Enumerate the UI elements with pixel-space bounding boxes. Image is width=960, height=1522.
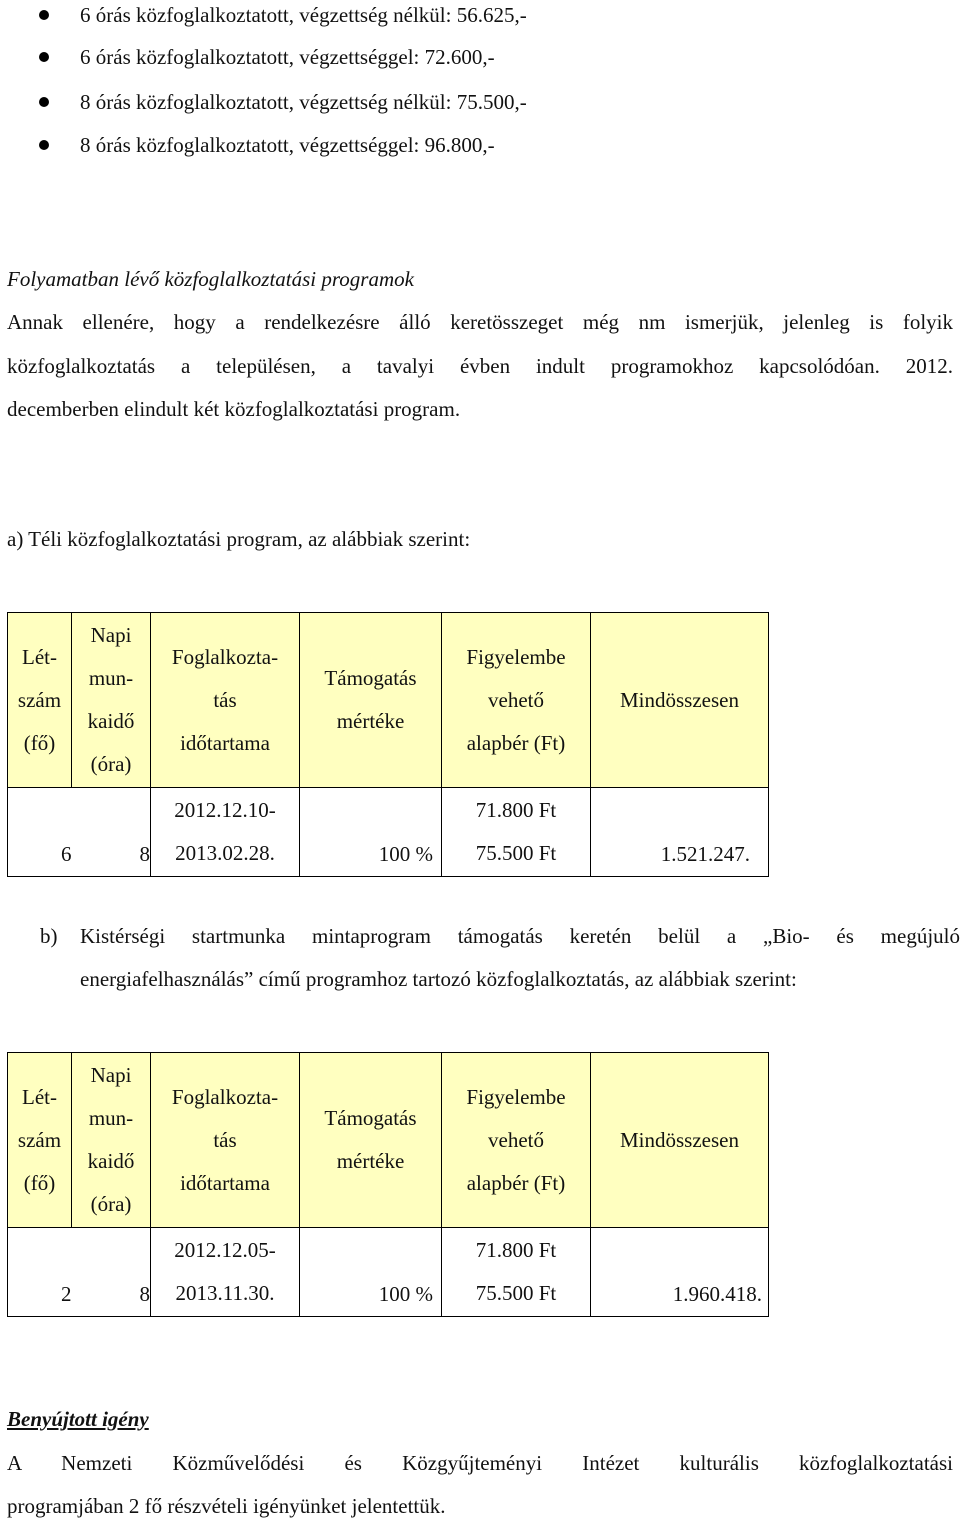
program-b-line: energiafelhasználás” című programhoz tartozó közfoglalkoztatás, az alábbiak szerint: xyxy=(80,967,797,991)
header-base-wage: Figyelembe vehető alapbér (Ft) xyxy=(442,1053,591,1228)
intro-line: közfoglalkoztatás a településen, a tavalyi évben indult programokhoz kapcsolódóan. 2012. xyxy=(7,354,953,378)
header-headcount: Lét- szám (fő) xyxy=(8,613,72,788)
bullet-icon xyxy=(39,52,49,62)
bullet-icon xyxy=(39,140,49,150)
header-duration: Foglalkozta- tás időtartama xyxy=(151,1053,300,1228)
table-row xyxy=(8,788,769,877)
header-base-wage: Figyelembe vehető alapbér (Ft) xyxy=(442,613,591,788)
header-daily-hours: Napi mun- kaidő (óra) xyxy=(72,1053,151,1228)
bullet-text: 8 órás közfoglalkoztatott, végzettség nélkül: 75.500,- xyxy=(80,90,527,114)
cell-base-wage: 71.800 Ft 75.500 Ft xyxy=(442,1228,591,1317)
header-headcount: Lét- szám (fő) xyxy=(8,1053,72,1228)
intro-line: Annak ellenére, hogy a rendelkezésre álló keretösszeget még nm ismerjük, jelenleg is folyik xyxy=(7,310,953,334)
header-total: Mindösszesen xyxy=(591,1053,769,1228)
program-b-label: b) xyxy=(40,924,58,948)
program-a-title: a) Téli közfoglalkoztatási program, az alábbiak szerint: xyxy=(7,527,471,551)
cell-support: 100 % xyxy=(300,1228,442,1317)
header-support: Támogatás mértéke xyxy=(300,1053,442,1228)
bullet-icon xyxy=(39,97,49,107)
cell-support: 100 % xyxy=(300,788,442,877)
program-a-table xyxy=(7,612,769,877)
cell-base-wage: 71.800 Ft 75.500 Ft xyxy=(442,788,591,877)
bullet-text: 6 órás közfoglalkoztatott, végzettséggel: 72.600,- xyxy=(80,45,495,69)
table-header-row xyxy=(8,613,769,788)
cell-headcount: 6 xyxy=(8,788,72,877)
cell-daily-hours: 8 xyxy=(72,788,151,877)
program-b-line: Kistérségi startmunka mintaprogram támogatás keretén belül a „Bio- és megújuló xyxy=(80,924,960,948)
bullet-item xyxy=(0,42,700,72)
cell-headcount: 2 xyxy=(8,1228,72,1317)
header-daily-hours: Napi mun- kaidő (óra) xyxy=(72,613,151,788)
cell-total: 1.521.247. xyxy=(591,788,769,877)
bullet-icon xyxy=(39,10,49,20)
bullet-item xyxy=(0,87,700,117)
program-b-table xyxy=(7,1052,769,1317)
table-row xyxy=(8,1228,769,1317)
header-total: Mindösszesen xyxy=(591,613,769,788)
request-line: A Nemzeti Közművelődési és Közgyűjteményi Intézet kulturális közfoglalkoztatási xyxy=(7,1451,953,1475)
section-heading: Folyamatban lévő közfoglalkoztatási programok xyxy=(7,267,414,291)
request-line: programjában 2 fő részvételi igényünket jelentettük. xyxy=(7,1494,446,1518)
bullet-item xyxy=(0,0,700,30)
cell-period: 2012.12.10- 2013.02.28. xyxy=(151,788,300,877)
bullet-text: 8 órás közfoglalkoztatott, végzettséggel: 96.800,- xyxy=(80,133,495,157)
cell-period: 2012.12.05- 2013.11.30. xyxy=(151,1228,300,1317)
cell-total: 1.960.418. xyxy=(591,1228,769,1317)
table-header-row xyxy=(8,1053,769,1228)
cell-daily-hours: 8 xyxy=(72,1228,151,1317)
request-heading: Benyújtott igény xyxy=(7,1407,149,1431)
header-support: Támogatás mértéke xyxy=(300,613,442,788)
intro-line: decemberben elindult két közfoglalkoztatási program. xyxy=(7,397,461,421)
bullet-text: 6 órás közfoglalkoztatott, végzettség nélkül: 56.625,- xyxy=(80,3,527,27)
bullet-item xyxy=(0,130,700,160)
header-duration: Foglalkozta- tás időtartama xyxy=(151,613,300,788)
